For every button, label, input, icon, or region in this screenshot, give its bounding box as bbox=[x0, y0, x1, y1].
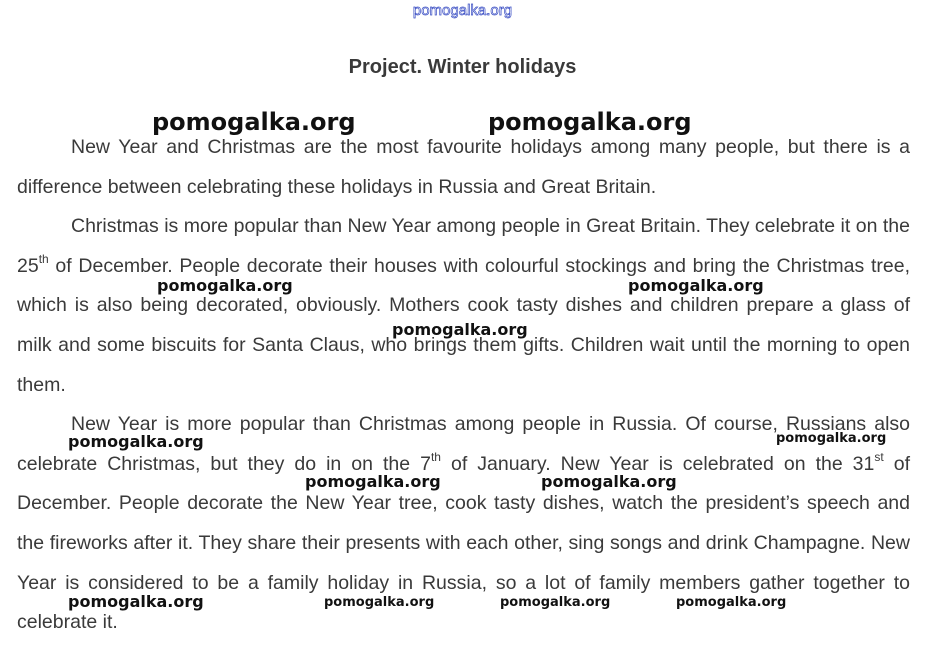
watermark-stamp: pomogalka.org bbox=[152, 108, 356, 136]
paragraph-2 bbox=[17, 207, 910, 405]
paragraph-2-text-b: of December. People decorate their houses with colourful stockings and bring the Christmas tree, which is also being decorated, obviously. Mothers cook tasty dishes and children prepare a glass of milk and some biscuits for Santa Claus, who brings them gifts. Children wait until the morning to open them. bbox=[17, 254, 910, 396]
watermark-stamp: pomogalka.org bbox=[324, 595, 435, 610]
paragraph-1-text: New Year and Christmas are the most favourite holidays among many people, but there is a difference between celebrating these holidays in Russia and Great Britain. bbox=[17, 136, 910, 198]
document-body bbox=[17, 128, 910, 643]
paragraph-3-text-a: New Year is more popular than Christmas among people in Russia. Of course, Russians also celebrate Christmas, but they do in on the 7 bbox=[17, 413, 910, 475]
watermark-stamp: pomogalka.org bbox=[488, 108, 692, 136]
watermark-stamp: pomogalka.org bbox=[305, 472, 441, 491]
superscript-th: th bbox=[38, 252, 49, 267]
watermark-stamp: pomogalka.org bbox=[68, 432, 204, 451]
paragraph-3-text-c: of December. People decorate the New Year tree, cook tasty dishes, watch the president’s speech and the fireworks after it. They share their presents with each other, sing songs and drink Champagne. New Year is considered to be a family holiday in Russia, so a lot of family members gather together to celebrate it. bbox=[17, 452, 911, 634]
watermark-stamp: pomogalka.org bbox=[676, 595, 787, 610]
paragraph-2-text-a: Christmas is more popular than New Year among people in Great Britain. They celebrate it on the 25 bbox=[17, 215, 910, 277]
watermark-stamp: pomogalka.org bbox=[392, 320, 528, 339]
superscript-st: st bbox=[874, 450, 884, 465]
paragraph-1 bbox=[17, 128, 910, 207]
paragraph-3-text-b: of January. New Year is celebrated on the 31 bbox=[440, 452, 875, 475]
watermark-stamp: pomogalka.org bbox=[776, 431, 887, 446]
watermark-stamp: pomogalka.org bbox=[500, 595, 611, 610]
superscript-th: th bbox=[430, 450, 441, 465]
watermark-stamp: pomogalka.org bbox=[68, 592, 204, 611]
watermark-stamp: pomogalka.org bbox=[157, 276, 293, 295]
watermark-stamp: pomogalka.org bbox=[541, 472, 677, 491]
top-watermark: pomogalka.org bbox=[412, 2, 513, 19]
page-title: Project. Winter holidays bbox=[348, 56, 577, 78]
watermark-stamp: pomogalka.org bbox=[628, 276, 764, 295]
